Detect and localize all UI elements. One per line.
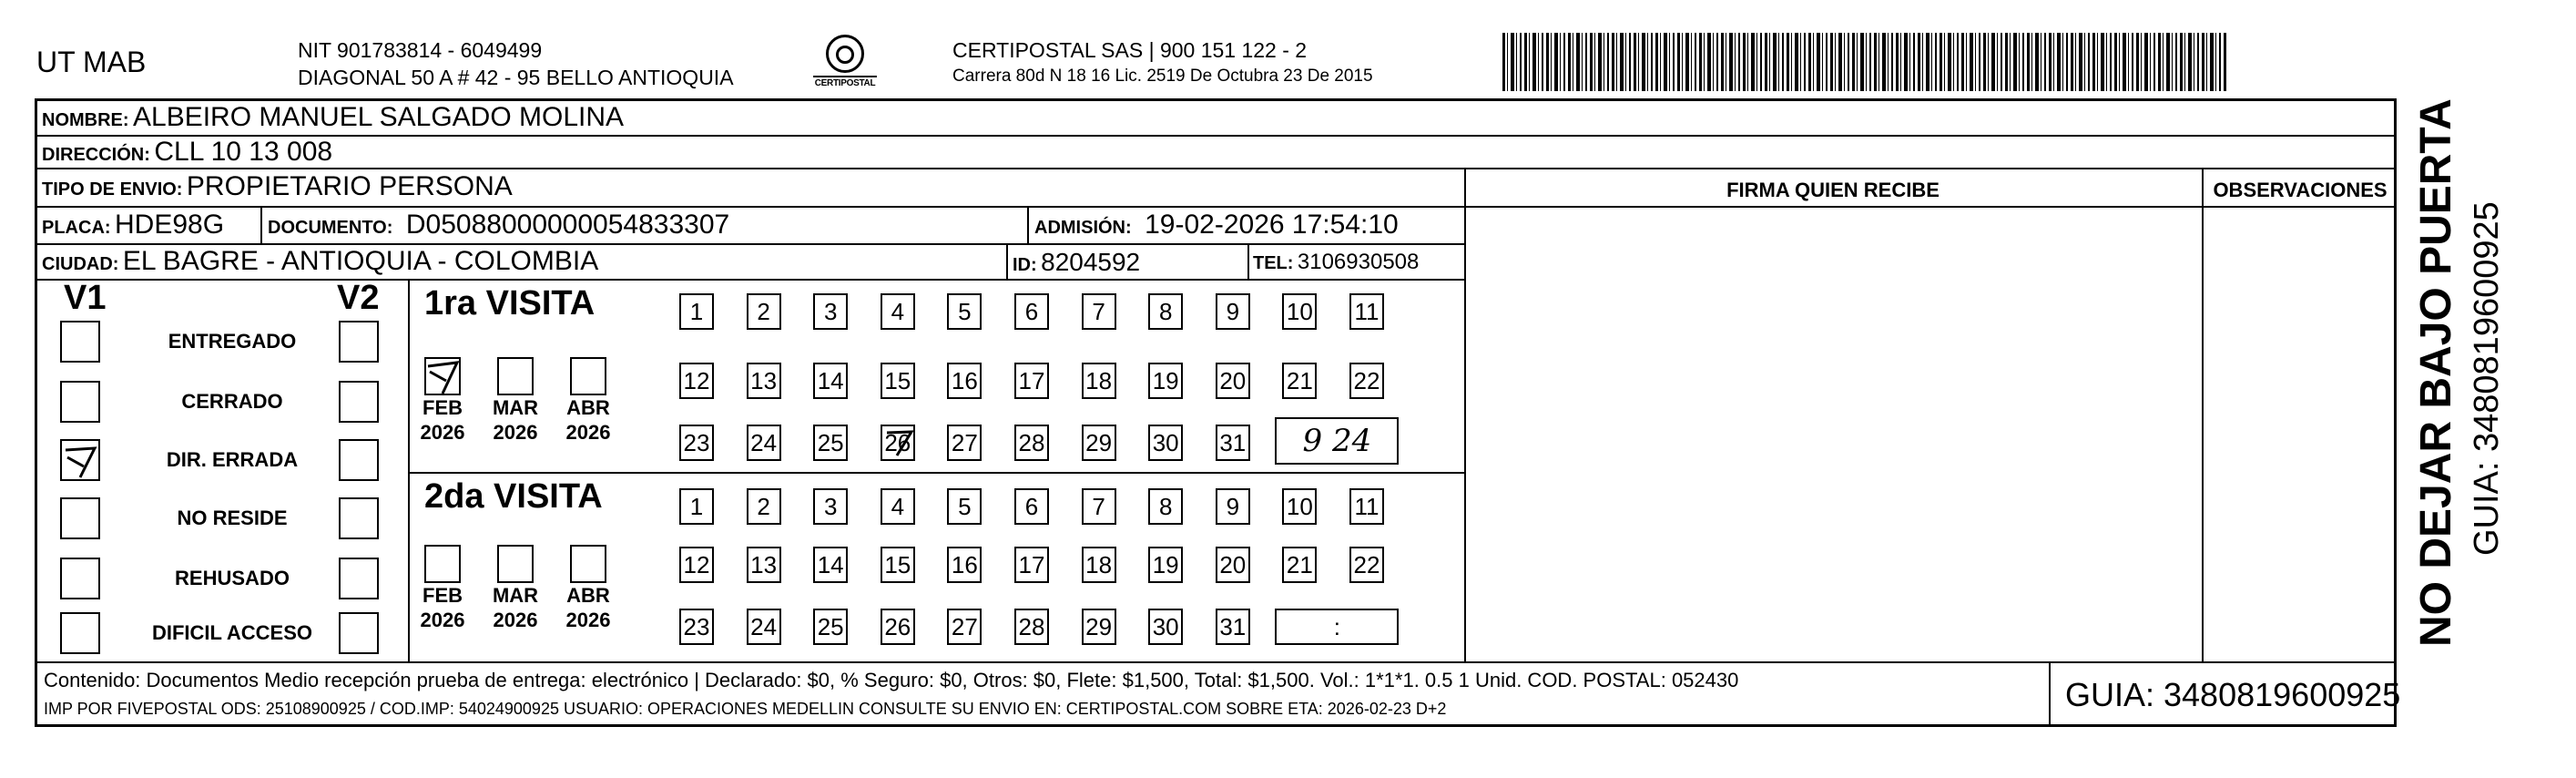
status-label: REHUSADO [175, 567, 290, 589]
v2-checkbox[interactable] [339, 381, 379, 423]
divider [1247, 243, 1249, 279]
signature-area[interactable] [1468, 210, 2200, 660]
id-value: 8204592 [1041, 248, 1141, 276]
divider [260, 206, 262, 243]
day-box[interactable]: 28 [1014, 425, 1049, 461]
day-box[interactable]: 10 [1282, 293, 1317, 330]
footer-print-info: IMP POR FIVEPOSTAL ODS: 25108900925 / COD.IMP: 54024900925 USUARIO: OPERACIONES MEDELLIN CONSULTE SU ENVIO EN: CERTIPOSTAL.COM SOBRE ETA: 2026-02-23 D+2 [44, 700, 1447, 718]
day-box[interactable]: 11 [1349, 488, 1384, 525]
month-label: ABR 2026 [565, 584, 611, 631]
day-box[interactable]: 5 [947, 293, 982, 330]
day-box[interactable]: 9 [1216, 293, 1250, 330]
month-checkbox[interactable] [570, 545, 606, 583]
day-box[interactable]: 9 [1216, 488, 1250, 525]
handwritten-check-icon [62, 441, 102, 483]
handwritten-mark-icon [884, 428, 915, 459]
v1-header: V1 [64, 279, 107, 317]
month-label: MAR 2026 [492, 584, 539, 631]
day-box[interactable]: 27 [947, 609, 982, 645]
plate-cell [42, 210, 224, 241]
signature-header: FIRMA QUIEN RECIBE [1726, 179, 1940, 201]
v1-checkbox[interactable] [60, 497, 100, 539]
type-label: TIPO DE ENVIO: [42, 179, 183, 200]
tel-label: TEL: [1253, 253, 1294, 273]
day-box[interactable]: 7 [1082, 293, 1116, 330]
month-checkbox[interactable] [424, 545, 461, 583]
side-guide-number: GUIA: 3480819600925 [2468, 201, 2506, 556]
plate-label: PLACA: [42, 218, 111, 238]
plate-value: HDE98G [115, 210, 225, 240]
name-label: NOMBRE: [42, 110, 129, 130]
status-label: DIR. ERRADA [166, 448, 299, 471]
day-box[interactable]: 4 [881, 488, 915, 525]
divider [35, 206, 1464, 208]
day-box[interactable]: 17 [1014, 363, 1049, 399]
day-box[interactable]: 21 [1282, 547, 1317, 583]
time-field[interactable]: 9 24 [1275, 417, 1399, 465]
name-row [42, 102, 624, 133]
day-box[interactable]: 23 [679, 425, 714, 461]
document-value: D05088000000054833307 [405, 210, 730, 240]
day-box[interactable]: 1 [679, 293, 714, 330]
divider [2202, 168, 2204, 661]
day-box[interactable]: 16 [947, 547, 982, 583]
v2-checkbox[interactable] [339, 558, 379, 599]
day-box[interactable]: 28 [1014, 609, 1049, 645]
day-box[interactable]: 31 [1216, 609, 1250, 645]
divider [408, 279, 410, 661]
day-box[interactable]: 24 [747, 609, 781, 645]
id-label: ID: [1013, 255, 1037, 275]
status-label: ENTREGADO [168, 330, 297, 353]
sender-address: DIAGONAL 50 A # 42 - 95 BELLO ANTIOQUIA [298, 66, 734, 89]
handwritten-check-icon [426, 359, 463, 397]
day-box[interactable]: 19 [1148, 547, 1183, 583]
admission-value: 19-02-2026 17:54:10 [1145, 210, 1399, 240]
v2-checkbox[interactable] [339, 497, 379, 539]
month-label: ABR 2026 [565, 396, 611, 444]
day-box[interactable]: 2 [747, 488, 781, 525]
day-box[interactable]: 21 [1282, 363, 1317, 399]
shipment-type: PROPIETARIO PERSONA [186, 171, 513, 201]
tel-value: 3106930508 [1297, 250, 1420, 274]
logo-icon [826, 35, 864, 73]
day-box[interactable]: 5 [947, 488, 982, 525]
document-cell [268, 210, 729, 241]
day-box[interactable]: 2 [747, 293, 781, 330]
divider [408, 472, 1464, 474]
day-box[interactable]: 13 [747, 363, 781, 399]
divider [1464, 168, 1466, 661]
second-visit-title: 2da VISITA [424, 477, 603, 516]
divider [35, 168, 2397, 169]
day-box[interactable]: 30 [1148, 425, 1183, 461]
admission-label: ADMISIÓN: [1034, 218, 1132, 238]
month-label: FEB 2026 [420, 396, 465, 444]
day-box[interactable]: 15 [881, 547, 915, 583]
type-row [42, 171, 513, 202]
day-box[interactable]: 15 [881, 363, 915, 399]
divider [35, 661, 2397, 663]
no-door-notice: NO DEJAR BAJO PUERTA [2412, 98, 2460, 647]
day-box[interactable]: 12 [679, 547, 714, 583]
divider [1464, 206, 2397, 208]
footer-contents: Contenido: Documentos Medio recepción prueba de entrega: electrónico | Declarado: $0, % Seguro: $0, Otros: $0, Flete: $1,500, Total: $1,500. Vol.: 1*1*1. 0.5 1 Unid. COD. POSTAL: 052430 [44, 669, 1739, 691]
divider [1027, 206, 1029, 243]
day-box[interactable]: 12 [679, 363, 714, 399]
day-box[interactable]: 31 [1216, 425, 1250, 461]
day-box[interactable]: 18 [1082, 363, 1116, 399]
v2-header: V2 [337, 279, 380, 317]
day-box[interactable]: 20 [1216, 547, 1250, 583]
day-box[interactable]: 24 [747, 425, 781, 461]
status-label: DIFICIL ACCESO [151, 621, 312, 644]
observations-area[interactable] [2205, 210, 2395, 660]
day-box[interactable]: 26 [881, 609, 915, 645]
day-box[interactable]: 23 [679, 609, 714, 645]
time-field[interactable]: : [1275, 609, 1399, 645]
day-box[interactable]: 13 [747, 547, 781, 583]
day-box[interactable]: 29 [1082, 609, 1116, 645]
divider [35, 135, 2397, 137]
day-box[interactable]: 1 [679, 488, 714, 525]
sender-nit: NIT 901783814 - 6049499 [298, 38, 543, 62]
city-cell [42, 246, 598, 277]
sender-name: UT MAB [36, 46, 147, 78]
day-box[interactable]: 4 [881, 293, 915, 330]
observations-header: OBSERVACIONES [2213, 179, 2388, 201]
logo-text: CERTIPOSTAL [813, 76, 877, 88]
v1-checkbox[interactable] [60, 439, 100, 481]
city-value: EL BAGRE - ANTIOQUIA - COLOMBIA [122, 246, 599, 276]
day-box[interactable]: 19 [1148, 363, 1183, 399]
divider [35, 279, 1464, 281]
day-box[interactable]: 8 [1148, 293, 1183, 330]
day-box[interactable]: 20 [1216, 363, 1250, 399]
day-box[interactable]: 18 [1082, 547, 1116, 583]
footer-guide-number: GUIA: 3480819600925 [2065, 676, 2401, 713]
month-checkbox[interactable] [570, 357, 606, 395]
v1-checkbox[interactable] [60, 321, 100, 363]
month-label: MAR 2026 [492, 396, 539, 444]
day-box[interactable]: 3 [813, 293, 848, 330]
day-box[interactable]: 29 [1082, 425, 1116, 461]
v1-checkbox[interactable] [60, 612, 100, 654]
certipostal-logo [813, 35, 877, 87]
day-box[interactable]: 6 [1014, 293, 1049, 330]
day-box[interactable]: 16 [947, 363, 982, 399]
v2-checkbox[interactable] [339, 612, 379, 654]
day-box[interactable]: 22 [1349, 363, 1384, 399]
day-box[interactable]: 7 [1082, 488, 1116, 525]
tel-cell [1253, 250, 1419, 275]
recipient-address: CLL 10 13 008 [154, 137, 333, 167]
id-cell [1013, 248, 1140, 277]
v1-checkbox[interactable] [60, 558, 100, 599]
day-box[interactable]: 8 [1148, 488, 1183, 525]
barcode [1502, 33, 2226, 91]
divider [2049, 661, 2051, 727]
day-box[interactable]: 26 [881, 425, 915, 461]
status-label: CERRADO [181, 390, 283, 413]
month-checkbox[interactable] [497, 357, 534, 395]
day-box[interactable]: 30 [1148, 609, 1183, 645]
divider [35, 243, 1464, 245]
divider [1006, 243, 1008, 279]
city-label: CIUDAD: [42, 254, 119, 274]
v2-checkbox[interactable] [339, 439, 379, 481]
carrier-name: CERTIPOSTAL SAS | 900 151 122 - 2 [952, 38, 1308, 62]
day-box[interactable]: 11 [1349, 293, 1384, 330]
first-visit-title: 1ra VISITA [424, 284, 596, 322]
day-box[interactable]: 14 [813, 363, 848, 399]
v2-checkbox[interactable] [339, 321, 379, 363]
day-box[interactable]: 25 [813, 425, 848, 461]
day-box[interactable]: 14 [813, 547, 848, 583]
month-checkbox[interactable] [497, 545, 534, 583]
status-label: NO RESIDE [177, 507, 288, 529]
carrier-address: Carrera 80d N 18 16 Lic. 2519 De Octubra 23 De 2015 [952, 67, 1373, 86]
month-checkbox[interactable] [424, 357, 461, 395]
day-box[interactable]: 10 [1282, 488, 1317, 525]
recipient-name: ALBEIRO MANUEL SALGADO MOLINA [133, 102, 625, 132]
day-box[interactable]: 27 [947, 425, 982, 461]
day-box[interactable]: 17 [1014, 547, 1049, 583]
address-label: DIRECCIÓN: [42, 145, 150, 165]
sender-info [298, 36, 734, 91]
month-label: FEB 2026 [420, 584, 465, 631]
day-box[interactable]: 25 [813, 609, 848, 645]
address-row [42, 137, 332, 168]
admission-cell [1034, 210, 1399, 241]
day-box[interactable]: 6 [1014, 488, 1049, 525]
day-box[interactable]: 22 [1349, 547, 1384, 583]
day-box[interactable]: 3 [813, 488, 848, 525]
document-label: DOCUMENTO: [268, 218, 393, 238]
v1-checkbox[interactable] [60, 381, 100, 423]
carrier-info [952, 38, 1373, 87]
